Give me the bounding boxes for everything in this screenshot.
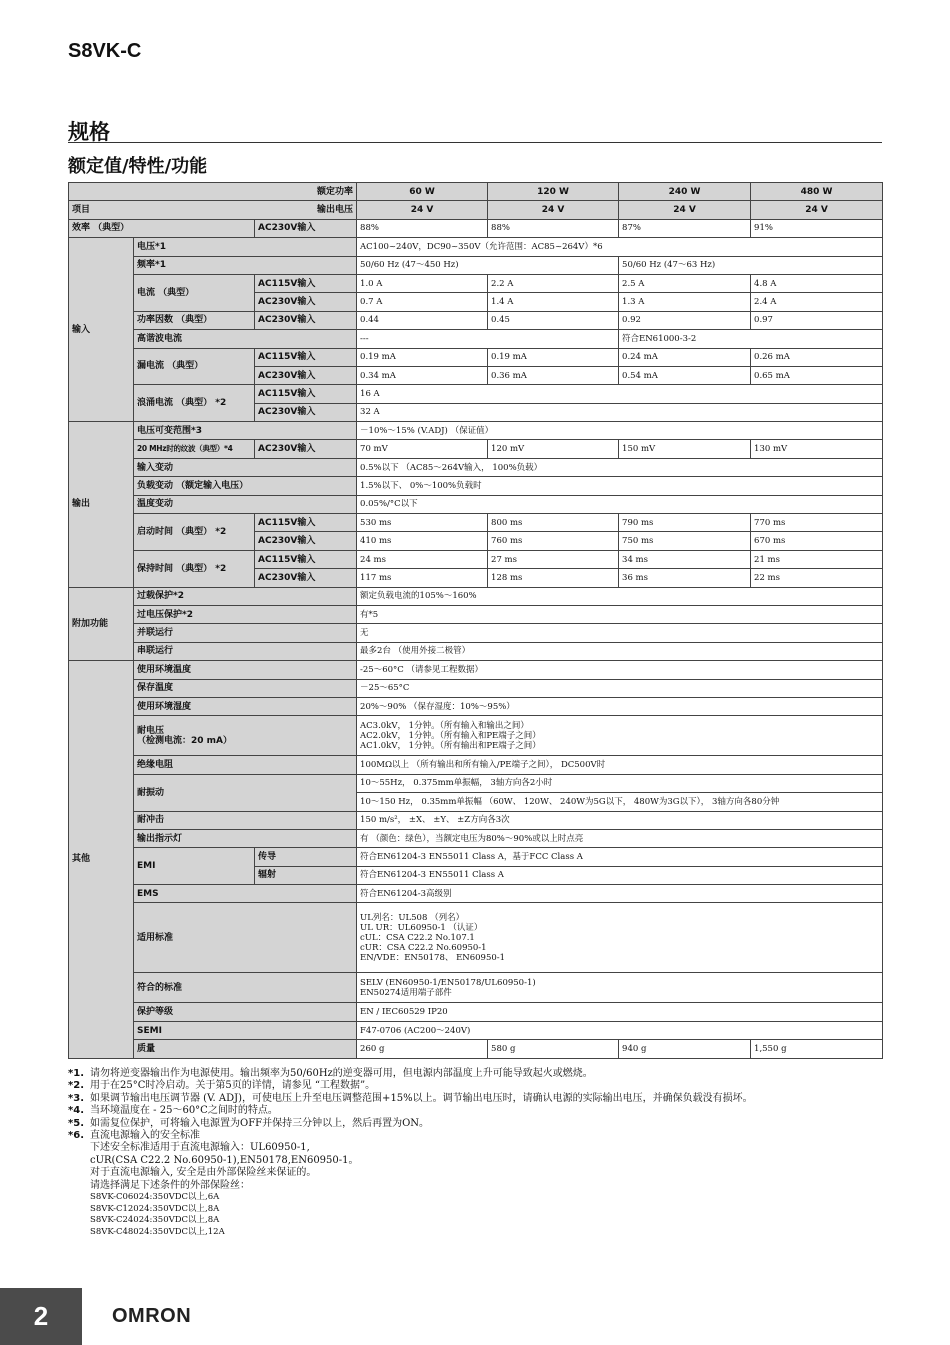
table-row (69, 829, 883, 847)
condition-label: AC115V输入 (255, 348, 357, 366)
table-row (69, 514, 883, 532)
table-row (69, 550, 883, 568)
value-cell: 1.0 A (357, 274, 488, 292)
condition-label: AC230V输入 (255, 532, 357, 550)
value-cell: 0.36 mA (488, 366, 619, 384)
footnote (68, 1080, 882, 1092)
value-cell: 符合EN61204-3高级别 (357, 885, 883, 903)
value-cell: 2.5 A (619, 274, 751, 292)
table-row (69, 624, 883, 642)
table-row (69, 774, 883, 792)
footnote-detail: 请选择满足下述条件的外部保险丝： (90, 1179, 250, 1191)
table-row (69, 697, 883, 715)
value-cell: 0.65 mA (751, 366, 883, 384)
col-voltage: 24 V (357, 201, 488, 219)
value-cell: 额定负载电流的105%～160% (357, 587, 883, 605)
fuse-spec: S8VK-C48024:350VDC以上,12A (90, 1226, 225, 1237)
item-label: 项目 (72, 205, 91, 216)
value-cell: 4.8 A (751, 274, 883, 292)
value-line: UL列名：UL508 （列名） (360, 912, 465, 923)
row-label: 保护等级 (134, 1003, 357, 1021)
value-cell: 1.5%以下、 0%～100%负载时 (357, 477, 883, 495)
row-label: 浪涌电流 （典型） *2 (134, 385, 255, 422)
value-cell: 0.92 (619, 311, 751, 329)
table-row (69, 642, 883, 660)
col-voltage: 24 V (751, 201, 883, 219)
value-line: AC3.0kV， 1分钟。（所有输入和输出之间） (360, 720, 529, 731)
row-label: 保存温度 (134, 679, 357, 697)
footnote-key: *4. (68, 1105, 84, 1117)
table-row (69, 477, 883, 495)
col-voltage: 24 V (488, 201, 619, 219)
row-label: 输出指示灯 (134, 829, 357, 847)
row-label: 电流 （典型） (134, 274, 255, 311)
row-label: 串联运行 (134, 642, 357, 660)
value-cell: AC100~240V，DC90~350V（允许范围：AC85~264V）*6 (357, 238, 883, 256)
section-subtitle: 额定值/特性/功能 (68, 156, 208, 177)
value-cell: 0.19 mA (357, 348, 488, 366)
value-cell: 0.19 mA (488, 348, 619, 366)
row-label: SEMI (134, 1021, 357, 1039)
value-cell: --- (357, 330, 619, 348)
rated-power-label: 额定功率 (69, 183, 357, 201)
fuse-spec: S8VK-C12024:350VDC以上,8A (90, 1203, 220, 1214)
table-row (69, 679, 883, 697)
footnote-text: 当环境温度在 - 25～60°C之间时的特点。 (90, 1105, 278, 1117)
condition-label: AC115V输入 (255, 274, 357, 292)
value-cell (357, 716, 883, 756)
value-cell: 20%～90% （保存湿度：10%～95%） (357, 697, 883, 715)
value-cell: 88% (357, 219, 488, 237)
row-label: 使用环境温度 (134, 661, 357, 679)
value-cell: 760 ms (488, 532, 619, 550)
page-number: 2 (0, 1288, 82, 1345)
table-row (69, 458, 883, 476)
value-cell: 无 (357, 624, 883, 642)
row-label: 保持时间 （典型） *2 (134, 550, 255, 587)
footnote-key: *3. (68, 1092, 84, 1104)
table-row (69, 1003, 883, 1021)
value-cell: 0.97 (751, 311, 883, 329)
table-row (69, 495, 883, 513)
value-cell: 最多2台 （使用外接二极管） (357, 642, 883, 660)
condition-label: AC230V输入 (255, 311, 357, 329)
table-row (69, 1021, 883, 1039)
col-voltage: 24 V (619, 201, 751, 219)
value-cell: 50/60 Hz (47～63 Hz) (619, 256, 883, 274)
footnote (68, 1118, 882, 1130)
value-cell: 0.7 A (357, 293, 488, 311)
value-cell: EN / IEC60529 IP20 (357, 1003, 883, 1021)
footnote (68, 1093, 882, 1105)
value-cell: 670 ms (751, 532, 883, 550)
value-cell: 32 A (357, 403, 883, 421)
condition-label: AC230V输入 (255, 219, 357, 237)
section-divider (68, 142, 882, 143)
value-line: cUL：CSA C22.2 No.107.1 (360, 932, 475, 943)
table-row (69, 811, 883, 829)
value-cell: 530 ms (357, 514, 488, 532)
row-label: 使用环境湿度 (134, 697, 357, 715)
value-cell: 0.26 mA (751, 348, 883, 366)
value-cell: 22 ms (751, 569, 883, 587)
table-row (69, 903, 883, 973)
row-label: 电压*1 (134, 238, 357, 256)
footnotes (68, 1068, 882, 1238)
table-row (69, 1040, 883, 1058)
table-row (69, 661, 883, 679)
row-label: 启动时间 （典型） *2 (134, 514, 255, 551)
value-cell: 128 ms (488, 569, 619, 587)
table-row (69, 219, 883, 237)
value-cell: 2.4 A (751, 293, 883, 311)
item-label-cell (69, 201, 357, 219)
value-cell: F47-0706 (AC200～240V) (357, 1021, 883, 1039)
spec-table (68, 182, 883, 1059)
value-cell: 2.2 A (488, 274, 619, 292)
omron-logo: OMRON (112, 1305, 192, 1327)
value-cell: 10～55Hz， 0.375mm单振幅， 3轴方向各2小时 (357, 774, 883, 792)
footnote (68, 1068, 882, 1080)
value-cell: 0.5%以下 （AC85～264V输入， 100%负载） (357, 458, 883, 476)
col-power: 480 W (751, 183, 883, 201)
row-label: 功率因数 （典型） (134, 311, 255, 329)
value-cell: 800 ms (488, 514, 619, 532)
table-row (69, 311, 883, 329)
value-line: cUR：CSA C22.2 No.60950-1 (360, 942, 487, 953)
footnote-key: *5. (68, 1117, 84, 1129)
value-cell: 24 ms (357, 550, 488, 568)
value-cell: 符合EN61204-3 EN55011 Class A (357, 866, 883, 884)
fuse-spec: S8VK-C24024:350VDC以上,8A (90, 1215, 220, 1226)
footnote-key: *1. (68, 1068, 84, 1079)
condition-label: AC230V输入 (255, 569, 357, 587)
value-cell: -25～60°C （请参见工程数据） (357, 661, 883, 679)
value-line: AC1.0kV， 1分钟。（所有输出和PE端子之间） (360, 740, 541, 751)
row-label: 过电压保护*2 (134, 605, 357, 623)
group-extra: 附加功能 (69, 587, 134, 661)
value-cell: 27 ms (488, 550, 619, 568)
value-cell: 有 （颜色：绿色），当额定电压为80%～90%或以上时点亮 (357, 829, 883, 847)
value-cell: 1,550 g (751, 1040, 883, 1058)
value-cell (357, 903, 883, 973)
value-cell: 70 mV (357, 440, 488, 458)
section-title: 规格 (68, 120, 110, 144)
value-cell: 940 g (619, 1040, 751, 1058)
footnote-key: *2. (68, 1080, 84, 1092)
table-row (69, 973, 883, 1003)
row-label: 并联运行 (134, 624, 357, 642)
value-cell: 0.24 mA (619, 348, 751, 366)
footnote-text: 直流电源输入的安全标准 (90, 1130, 200, 1142)
value-cell: 36 ms (619, 569, 751, 587)
footnote-detail: 下述安全标准适用于直流电源输入：UL60950-1, (90, 1142, 310, 1154)
condition-label: AC230V输入 (255, 440, 357, 458)
row-label: 符合的标准 (134, 973, 357, 1003)
row-label (134, 716, 357, 756)
footnote-text: 请勿将逆变器输出作为电源使用。输出频率为50/60Hz的逆变器可用，但电源内部温度上升可能导致起火或燃烧。 (90, 1068, 593, 1079)
condition-label: AC115V输入 (255, 514, 357, 532)
row-label: 高谐波电流 (134, 330, 357, 348)
table-row (69, 274, 883, 292)
row-label: 耐振动 (134, 774, 357, 811)
table-row (69, 256, 883, 274)
value-cell: 1.3 A (619, 293, 751, 311)
value-cell: 34 ms (619, 550, 751, 568)
value-cell: 120 mV (488, 440, 619, 458)
value-cell: 117 ms (357, 569, 488, 587)
row-label: EMI (134, 848, 255, 885)
row-label: 输入变动 (134, 458, 357, 476)
row-label: 频率*1 (134, 256, 357, 274)
row-label: 适用标准 (134, 903, 357, 973)
footnote (68, 1105, 882, 1117)
value-cell: 100MΩ以上 （所有输出和所有输入/PE端子之间）， DC500V时 (357, 756, 883, 774)
group-output: 输出 (69, 422, 134, 588)
value-cell: 87% (619, 219, 751, 237)
value-cell: 0.44 (357, 311, 488, 329)
footnote-text: 如需复位保护，可将输入电源置为OFF并保持三分钟以上，然后再置为ON。 (90, 1117, 430, 1129)
value-cell: 符合EN61204-3 EN55011 Class A，基于FCC Class A (357, 848, 883, 866)
table-row (69, 422, 883, 440)
value-line: UL UR：UL60950-1 （认证） (360, 922, 483, 933)
value-cell (357, 973, 883, 1003)
col-power: 60 W (357, 183, 488, 201)
efficiency-label: 效率 （典型） (69, 219, 255, 237)
value-cell: 410 ms (357, 532, 488, 550)
value-cell: 790 ms (619, 514, 751, 532)
value-cell: 750 ms (619, 532, 751, 550)
row-label: EMS (134, 885, 357, 903)
value-cell: 1.4 A (488, 293, 619, 311)
model-title: S8VK-C (68, 40, 142, 62)
condition-label: AC230V输入 (255, 366, 357, 384)
col-power: 240 W (619, 183, 751, 201)
row-label: 过载保护*2 (134, 587, 357, 605)
table-row (69, 440, 883, 458)
header-row-power (69, 183, 883, 201)
table-row (69, 605, 883, 623)
withstand-label: 耐电压 (137, 725, 165, 736)
row-label: 温度变动 (134, 495, 357, 513)
value-cell: 符合EN61000-3-2 (619, 330, 883, 348)
withstand-sublabel: （检测电流：20 mA） (137, 735, 233, 746)
condition-label: AC230V输入 (255, 403, 357, 421)
footnote (68, 1130, 882, 1142)
row-label: 20 MHz时的纹波（典型）*4 (134, 440, 255, 458)
col-power: 120 W (488, 183, 619, 201)
table-row (69, 885, 883, 903)
value-cell: 150 mV (619, 440, 751, 458)
row-label: 绝缘电阻 (134, 756, 357, 774)
value-cell: 580 g (488, 1040, 619, 1058)
condition-label: 辐射 (255, 866, 357, 884)
footnote-detail: 对于直流电源输入, 安全是由外部保险丝来保证的。 (90, 1167, 317, 1179)
value-cell: －25～65°C (357, 679, 883, 697)
value-line: AC2.0kV， 1分钟。（所有输入和PE端子之间） (360, 730, 541, 741)
value-cell: 21 ms (751, 550, 883, 568)
value-cell: 770 ms (751, 514, 883, 532)
row-label: 耐冲击 (134, 811, 357, 829)
group-input: 输入 (69, 238, 134, 422)
group-other: 其他 (69, 661, 134, 1058)
value-line: SELV (EN60950-1/EN50178/UL60950-1) (360, 977, 536, 988)
fuse-spec: S8VK-C06024:350VDC以上,6A (90, 1192, 220, 1203)
table-row (69, 587, 883, 605)
table-row (69, 716, 883, 756)
table-row (69, 756, 883, 774)
table-row (69, 385, 883, 403)
value-cell: 16 A (357, 385, 883, 403)
condition-label: 传导 (255, 848, 357, 866)
value-cell: 50/60 Hz (47～450 Hz) (357, 256, 619, 274)
header-row-voltage (69, 201, 883, 219)
value-cell: 88% (488, 219, 619, 237)
value-cell: 10～150 Hz， 0.35mm单振幅 （60W、 120W、 240W为5G以下， 480W为3G以下）， 3轴方向各80分钟 (357, 793, 883, 811)
table-row (69, 330, 883, 348)
value-cell: 130 mV (751, 440, 883, 458)
value-cell: 91% (751, 219, 883, 237)
value-cell: 260 g (357, 1040, 488, 1058)
value-cell: 150 m/s²， ±X、 ±Y、 ±Z方向各3次 (357, 811, 883, 829)
output-voltage-label: 输出电压 (317, 205, 354, 216)
row-label: 漏电流 （典型） (134, 348, 255, 385)
value-cell: －10%～15% (V.ADJ) （保证值） (357, 422, 883, 440)
row-label: 质量 (134, 1040, 357, 1058)
condition-label: AC115V输入 (255, 385, 357, 403)
table-row (69, 848, 883, 866)
row-label: 电压可变范围*3 (134, 422, 357, 440)
value-cell: 0.34 mA (357, 366, 488, 384)
value-cell: 0.05%/°C以下 (357, 495, 883, 513)
value-line: EN50274适用端子部件 (360, 987, 452, 998)
condition-label: AC230V输入 (255, 293, 357, 311)
table-row (69, 348, 883, 366)
value-cell: 有*5 (357, 605, 883, 623)
value-line: EN/VDE：EN50178、 EN60950-1 (360, 952, 506, 963)
row-label: 负载变动 （额定输入电压） (134, 477, 357, 495)
footnote-detail: cUR(CSA C22.2 No.60950-1),EN50178,EN60950-1。 (90, 1154, 359, 1166)
footnote-text: 用于在25°C时冷启动。关于第5页的详情，请参见 “工程数据”。 (90, 1080, 376, 1092)
footnote-text: 如果调节输出电压调节器 (V. ADJ)，可使电压上升至电压调整范围+15%以上。调节输出电压时，请确认电源的实际输出电压，并确保负载没有损坏。 (90, 1092, 753, 1104)
value-cell: 0.54 mA (619, 366, 751, 384)
table-row (69, 238, 883, 256)
value-cell: 0.45 (488, 311, 619, 329)
footnote-key: *6. (68, 1130, 84, 1142)
condition-label: AC115V输入 (255, 550, 357, 568)
